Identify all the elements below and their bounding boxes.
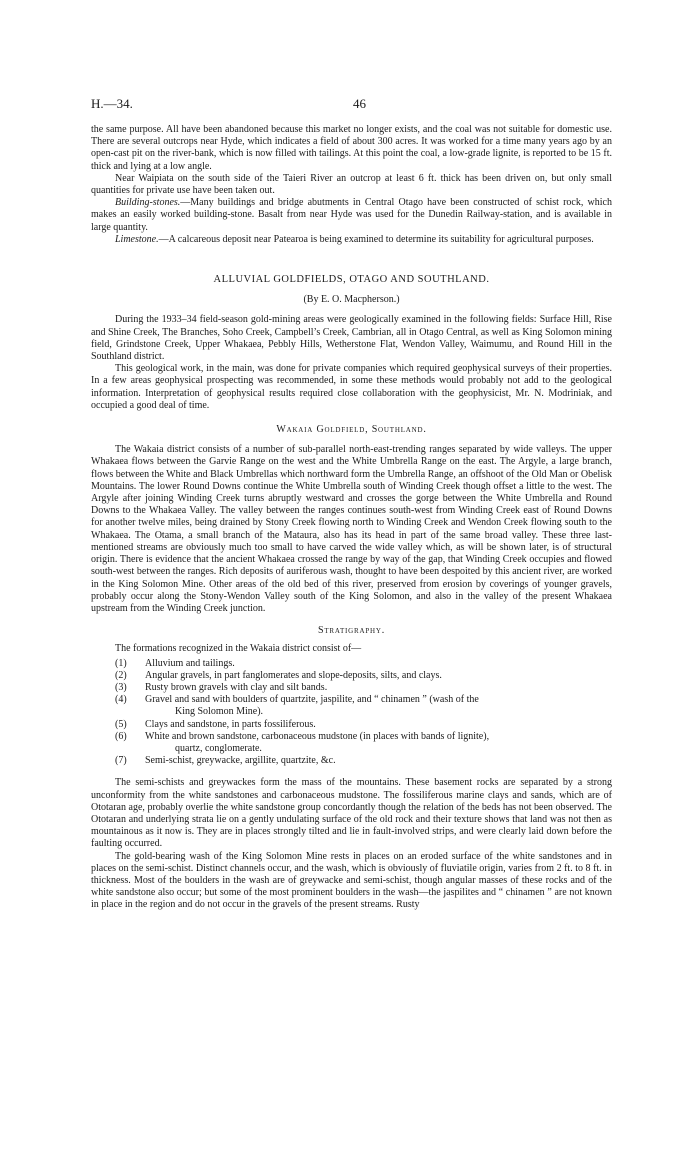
formations-list <box>91 658 612 768</box>
limestone-text: —A calcareous deposit near Patearoa is being examined to determine its suitability for agricultural purposes. <box>158 233 594 245</box>
list-item-text: Semi-schist, greywacke, argillite, quartzite, &c. <box>145 755 336 767</box>
intro-paragraph-2: Near Waipiata on the south side of the Taieri River an outcrop at least 6 ft. thick has been driven on, but only small quantities for private use have been taken out. <box>91 172 612 197</box>
list-item-text: White and brown sandstone, carbonaceous mudstone (in places with bands of lignite), <box>145 730 490 742</box>
building-stones-paragraph <box>91 197 612 234</box>
section-paragraph-1: During the 1933–34 field-season gold-mining areas were geologically examined in the following fields: Surface Hill, Rise and Shine Creek, The Branches, Soho Creek, Campbell’s Creek, Cambrian, all in Otago Central, as well as King Solomon mining field, Grindstone Creek, Upper Whakaea, Pebbly Hills, Wetherstone Flat, Wendon Valley, Waimumu, and Round Hill in the Southland district. <box>91 314 612 363</box>
wakaia-paragraph: The Wakaia district consists of a number of sub-parallel north-east-trending ranges separated by wide valleys. The upper Whakaea flows between the Garvie Range on the west and the White Umbrella Range on the east. The Argyle, a large branch, flows between the White and Black Umbrellas which northward form the Umbrella Range, an offshoot of the Old Man or Obelisk Mountains. The lower Round Downs continue the White Umbrella south of Winding Creek though offset a little to the west. The Argyle after joining Winding Creek turns abruptly westward and crosses the gorge between the White Umbrella and Round Downs to the Whakaea Valley. The valley between the ranges continues south-west from Winding Creek east of Round Downs for another twelve miles, being drained by Stony Creek flowing north to Winding Creek and Wendon Creek flowing south to the Whakaea. The Otama, a small branch of the Mataura, also has its head in part of the same broad valley. These three last-mentioned streams are obviously much too small to have carved the wide valley which, as will be shown later, is of structural origin. There is evidence that the ancient Whakaea crossed the range by way of the gap, that Winding Creek occupies and flowed south-west between the ranges. Rich deposits of auriferous wash, thought to have been despoited by this ancient river, are worked in the King Solomon Mine. Other areas of the old bed of this river, preserved from erosion by coverings of younger gravels, probably occur along the Stony-Wendon Valley south of the King Solomon, and also in the valley of the present Whakaea upstream from the Winding Creek junction. <box>91 444 612 614</box>
wakaia-heading: Wakaia Goldfield, Southland. <box>276 424 427 436</box>
intro-paragraph-1: the same purpose. All have been abandoned because this market no longer exists, and the coal was not suitable for domestic use. There are several outcrops near Hyde, which indicates a field of about 300 acres. It was worked for a time many years ago by an open-cast pit on the river-bank, which is now filled with tailings. At this point the coal, a low-grade lignite, is reported to be 15 ft. thick and lying at a low angle. <box>91 124 612 172</box>
section-title: ALLUVIAL GOLDFIELDS, OTAGO AND SOUTHLAND. <box>213 274 490 286</box>
stratigraphy-paragraph-1: The semi-schists and greywackes form the mass of the mountains. These basement rocks are separated by a strong unconformity from the white sandstones and carbonaceous mudstone. The fossiliferous marine clays and sands, which are of Ototaran age, probably overlie the white sandstone group concordantly though the relation of the beds has not been observed. The Ototaran and underlying strata lie on a gently undulating surface of the old rock and their texture shows that land was not then as mountainous as it now is. They are in places strongly tilted and lie in fault-involved strips, and were clearly laid down before the faulting occurred. <box>91 777 612 850</box>
list-item-text: Rusty brown gravels with clay and silt bands. <box>145 681 328 693</box>
list-item-text: Angular gravels, in part fanglomerates and slope-deposits, silts, and clays. <box>145 669 442 681</box>
list-item <box>91 755 612 767</box>
section-paragraph-2: This geological work, in the main, was done for private companies which required geophysical surveys of their properties. In a few areas geophysical prospecting was recommended, in some these methods would probably not add to the geological information. Interpretation of geophysical results required close collaboration with the geophysicist, Mr. N. Modriniak, and occupied a good deal of time. <box>91 363 612 411</box>
list-item-number: (3) <box>115 681 127 693</box>
limestone-heading: Limestone. <box>115 233 159 245</box>
limestone-paragraph <box>91 234 612 246</box>
list-item-number: (4) <box>115 694 127 706</box>
list-item <box>91 682 612 694</box>
document-reference: H.—34. <box>91 96 133 111</box>
list-item-number: (6) <box>115 730 127 742</box>
stratigraphy-intro: The formations recognized in the Wakaia district consist of— <box>115 643 362 655</box>
list-item-continuation: quartz, conglomerate. <box>175 742 262 754</box>
list-item <box>91 658 612 670</box>
list-item-number: (2) <box>115 669 127 681</box>
list-item-text: Gravel and sand with boulders of quartzite, jaspilite, and “ chinamen ” (wash of the <box>145 694 479 706</box>
list-item <box>91 694 612 718</box>
stratigraphy-heading: Stratigraphy. <box>317 625 386 637</box>
list-item <box>91 719 612 731</box>
list-item-number: (1) <box>115 657 127 669</box>
list-item-text: Alluvium and tailings. <box>145 657 235 669</box>
stratigraphy-paragraph-2: The gold-bearing wash of the King Solomon Mine rests in places on an eroded surface of the white sandstones and in places on the semi-schist. Distinct channels occur, and the wash, which is obviously of fluviatile origin, varies from 2 ft. to 8 ft. in thickness. Most of the boulders in the wash are of greywacke and semi-schist, though angular masses of these rocks and of the white sandstone also occur; but some of the most prominent boulders in the wash—the jaspilites and “ chinamen ” are not known in place in the region and do not occur in the gravels of the present streams. Rusty <box>91 850 612 911</box>
page-number: 46 <box>353 96 366 111</box>
page-header <box>91 96 611 112</box>
list-item <box>91 670 612 682</box>
list-item-number: (7) <box>115 755 127 767</box>
building-stones-text: —Many buildings and bridge abutments in Central Otago have been constructed of schist rock, which makes an easily worked building-stone. Basalt from near Hyde was used for the Dunedin Railway-station, and is available in large quantity. <box>91 197 612 233</box>
body-text <box>91 124 612 912</box>
building-stones-heading: Building-stones. <box>115 197 181 209</box>
list-item-number: (5) <box>115 718 127 730</box>
list-item <box>91 731 612 755</box>
section-byline: (By E. O. Macpherson.) <box>303 294 400 306</box>
list-item-text: Clays and sandstone, in parts fossiliferous. <box>145 718 316 730</box>
list-item-continuation: King Solomon Mine). <box>175 706 264 718</box>
